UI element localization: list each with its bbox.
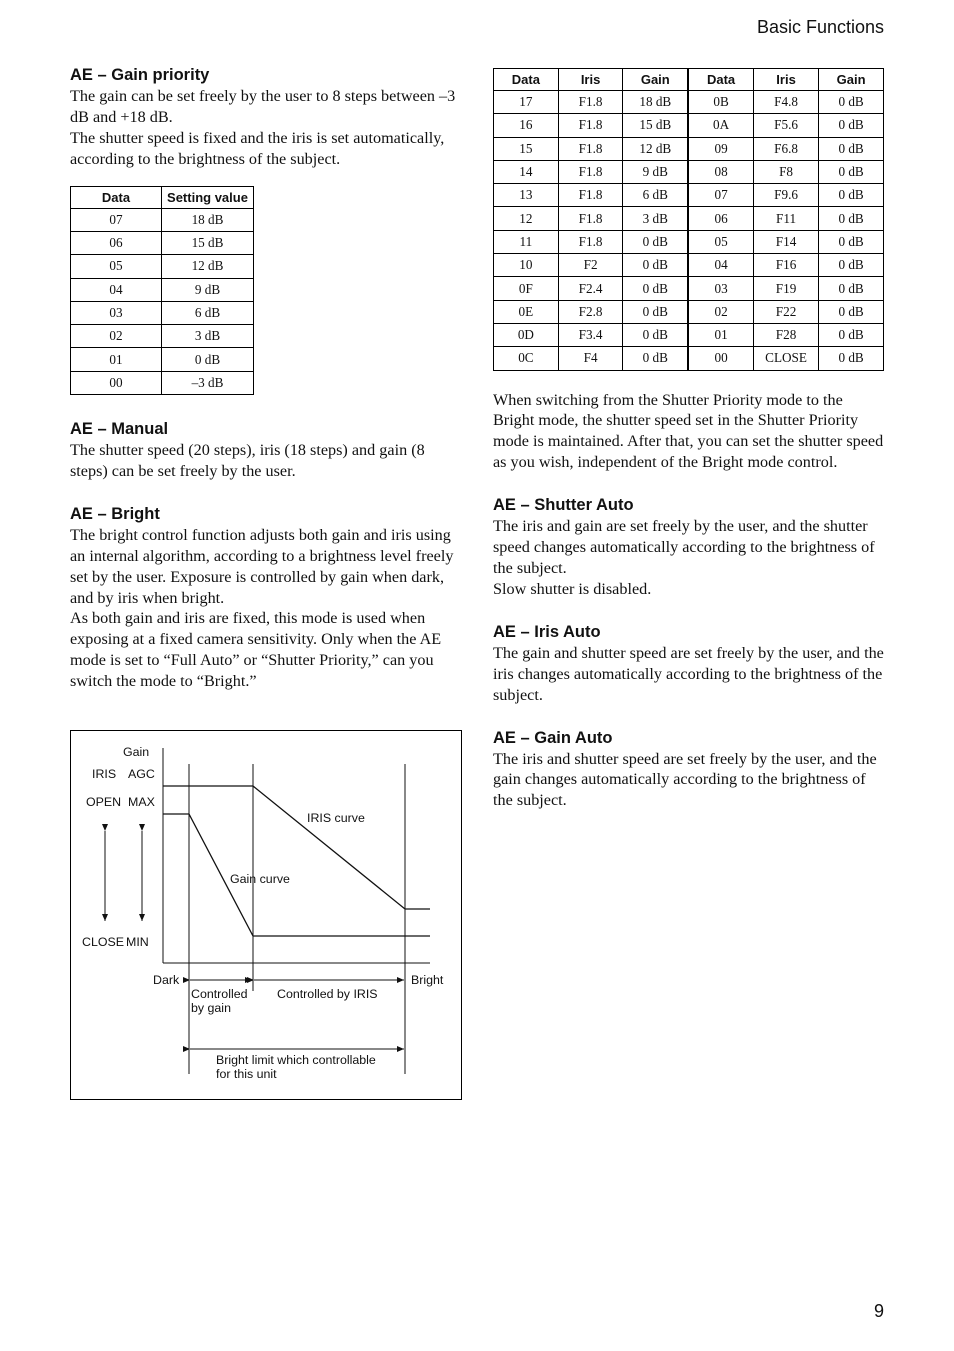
column-header: Iris bbox=[558, 69, 623, 91]
table-row bbox=[71, 325, 254, 348]
section-manual bbox=[70, 418, 462, 482]
table-cell: 0 dB bbox=[819, 207, 884, 230]
iris-gain-table bbox=[493, 68, 884, 371]
section-bright-note bbox=[493, 390, 885, 474]
table-cell: 02 bbox=[71, 325, 162, 348]
table-cell: 01 bbox=[688, 323, 753, 346]
table-cell: F4 bbox=[558, 347, 623, 370]
label-bright: Bright bbox=[411, 973, 444, 987]
table-cell: 02 bbox=[688, 300, 753, 323]
bright-note-text: When switching from the Shutter Priority mode to the Bright mode, the shutter speed set in the Shutter Priority mode is maintained. After that, you can set the shutter speed as you wish, independent of the Bright mode control. bbox=[493, 390, 884, 472]
table-cell: 06 bbox=[688, 207, 753, 230]
label-open: OPEN bbox=[86, 795, 122, 809]
table-cell: 9 dB bbox=[162, 278, 254, 301]
table-cell: 18 dB bbox=[623, 91, 688, 114]
table-cell: 0 dB bbox=[623, 347, 688, 370]
table-cell: F9.6 bbox=[753, 184, 818, 207]
table-cell: F1.8 bbox=[558, 160, 623, 183]
table-cell: F28 bbox=[753, 323, 818, 346]
table-cell: 11 bbox=[494, 230, 559, 253]
section-bright bbox=[70, 503, 462, 692]
left-column bbox=[70, 64, 462, 692]
table-row bbox=[71, 208, 254, 231]
table-cell: F19 bbox=[753, 277, 818, 300]
table-cell: F1.8 bbox=[558, 207, 623, 230]
table-cell: 3 dB bbox=[623, 207, 688, 230]
table-row bbox=[494, 160, 884, 183]
label-iris-curve: IRIS curve bbox=[307, 811, 365, 825]
table-cell: 17 bbox=[494, 91, 559, 114]
section-gain-priority bbox=[70, 64, 462, 395]
label-controlled-by-gain-1: Controlled bbox=[191, 987, 248, 1001]
label-close: CLOSE bbox=[82, 935, 125, 949]
table-cell: F1.8 bbox=[558, 91, 623, 114]
label-min: MIN bbox=[126, 935, 149, 949]
table-row bbox=[494, 323, 884, 346]
table-row bbox=[494, 207, 884, 230]
heading-iris-auto: AE – Iris Auto bbox=[493, 622, 601, 641]
header-title: Basic Functions bbox=[756, 17, 884, 37]
bright-control-diagram bbox=[70, 730, 462, 1100]
gain-setting-table bbox=[70, 186, 254, 395]
table-cell: 0D bbox=[494, 323, 559, 346]
table-cell: 0 dB bbox=[623, 300, 688, 323]
table-cell: F3.4 bbox=[558, 323, 623, 346]
gain-priority-text-2: The shutter speed is fixed and the iris is set automatically, according to the brightness of the subject. bbox=[70, 128, 445, 168]
label-bright-limit-1: Bright limit which controllable bbox=[216, 1053, 376, 1067]
table-row bbox=[494, 91, 884, 114]
table-cell: 0 dB bbox=[623, 230, 688, 253]
column-header: Data bbox=[494, 69, 559, 91]
table-row bbox=[494, 184, 884, 207]
table-cell: 13 bbox=[494, 184, 559, 207]
table-cell: F1.8 bbox=[558, 114, 623, 137]
table-cell: –3 dB bbox=[162, 371, 254, 394]
table-cell: 6 dB bbox=[162, 301, 254, 324]
table-cell: 15 bbox=[494, 137, 559, 160]
table-cell: 16 bbox=[494, 114, 559, 137]
table-cell: 00 bbox=[688, 347, 753, 370]
label-agc: AGC bbox=[128, 767, 155, 781]
label-iris: IRIS bbox=[92, 767, 117, 781]
table-cell: 12 bbox=[494, 207, 559, 230]
table-cell: 0B bbox=[688, 91, 753, 114]
column-header: Setting value bbox=[162, 186, 254, 208]
table-cell: F2 bbox=[558, 254, 623, 277]
table-cell: 0 dB bbox=[819, 323, 884, 346]
table-row bbox=[494, 277, 884, 300]
table-cell: 0 dB bbox=[819, 277, 884, 300]
table-cell: F2.4 bbox=[558, 277, 623, 300]
table-cell: 10 bbox=[494, 254, 559, 277]
table-cell: 00 bbox=[71, 371, 162, 394]
label-controlled-by-gain-2: by gain bbox=[191, 1001, 231, 1015]
heading-gain-priority: AE – Gain priority bbox=[70, 66, 210, 84]
table-cell: 0F bbox=[494, 277, 559, 300]
column-header: Gain bbox=[623, 69, 688, 91]
table-cell: 9 dB bbox=[623, 160, 688, 183]
table-cell: 07 bbox=[71, 208, 162, 231]
table-header-row bbox=[494, 69, 884, 91]
table-row bbox=[71, 231, 254, 254]
table-cell: F2.8 bbox=[558, 300, 623, 323]
table-cell: CLOSE bbox=[753, 347, 818, 370]
table-cell: F1.8 bbox=[558, 230, 623, 253]
table-cell: 01 bbox=[71, 348, 162, 371]
column-header: Data bbox=[688, 69, 753, 91]
iris-auto-text: The gain and shutter speed are set freely by the user, and the iris changes automatically according to the brightness of the subject. bbox=[493, 643, 884, 704]
table-row bbox=[494, 114, 884, 137]
table-cell: 15 dB bbox=[162, 231, 254, 254]
table-cell: F6.8 bbox=[753, 137, 818, 160]
table-cell: 04 bbox=[71, 278, 162, 301]
table-cell: F8 bbox=[753, 160, 818, 183]
gain-auto-text: The iris and shutter speed are set freely by the user, and the gain changes automatically according to the brightness of the subject. bbox=[493, 749, 877, 810]
table-header-row bbox=[71, 186, 254, 208]
table-cell: 05 bbox=[688, 230, 753, 253]
heading-manual: AE – Manual bbox=[70, 420, 169, 438]
label-gain-curve: Gain curve bbox=[230, 872, 290, 886]
table-cell: 06 bbox=[71, 231, 162, 254]
label-dark: Dark bbox=[153, 973, 180, 987]
table-row bbox=[494, 137, 884, 160]
table-cell: F22 bbox=[753, 300, 818, 323]
table-row bbox=[71, 371, 254, 394]
section-gain-auto bbox=[493, 727, 885, 812]
label-max: MAX bbox=[128, 795, 155, 809]
bright-text-2: As both gain and iris are fixed, this mode is used when exposing at a fixed camera sensitivity. Only when the AE mode is set to “Full Auto” or “Shutter Priority,” can you switch the mode to “Bright.” bbox=[70, 609, 442, 691]
table-cell: 0 dB bbox=[819, 347, 884, 370]
table-cell: 12 dB bbox=[623, 137, 688, 160]
shutter-auto-text-2: Slow shutter is disabled. bbox=[493, 579, 652, 598]
iris-curve bbox=[163, 786, 430, 909]
column-header: Iris bbox=[753, 69, 818, 91]
table-cell: 0C bbox=[494, 347, 559, 370]
manual-text: The shutter speed (20 steps), iris (18 steps) and gain (8 steps) can be set freely by the user. bbox=[70, 441, 425, 480]
table-row bbox=[494, 300, 884, 323]
table-cell: F11 bbox=[753, 207, 818, 230]
gain-curve bbox=[163, 814, 430, 936]
table-row bbox=[71, 278, 254, 301]
heading-gain-auto: AE – Gain Auto bbox=[493, 728, 613, 747]
table-row bbox=[494, 254, 884, 277]
label-gain: Gain bbox=[123, 745, 150, 759]
table-cell: 0 dB bbox=[819, 300, 884, 323]
table-cell: F1.8 bbox=[558, 137, 623, 160]
section-iris-auto bbox=[493, 621, 885, 706]
table-cell: 03 bbox=[71, 301, 162, 324]
heading-shutter-auto: AE – Shutter Auto bbox=[493, 496, 634, 515]
table-cell: F5.6 bbox=[753, 114, 818, 137]
table-cell: F16 bbox=[753, 254, 818, 277]
table-row bbox=[494, 230, 884, 253]
shutter-auto-text-1: The iris and gain are set freely by the user, and the shutter speed changes automatically according to the brightness of the subject. bbox=[493, 517, 875, 577]
bright-text-1: The bright control function adjusts both gain and iris using an internal algorithm, according to a brightness level freely set by the user. Exposure is controlled by gain when dark, and by iris when bright. bbox=[70, 525, 454, 607]
table-cell: 0 dB bbox=[819, 254, 884, 277]
table-cell: 09 bbox=[688, 137, 753, 160]
table-cell: 0 dB bbox=[623, 323, 688, 346]
table-cell: 0 dB bbox=[819, 137, 884, 160]
table-cell: 04 bbox=[688, 254, 753, 277]
heading-bright: AE – Bright bbox=[70, 504, 160, 523]
table-cell: 18 dB bbox=[162, 208, 254, 231]
right-column bbox=[493, 68, 885, 811]
table-cell: 0E bbox=[494, 300, 559, 323]
table-cell: 0A bbox=[688, 114, 753, 137]
section-shutter-auto bbox=[493, 494, 885, 600]
table-cell: 0 dB bbox=[819, 91, 884, 114]
table-cell: 03 bbox=[688, 277, 753, 300]
table-cell: 12 dB bbox=[162, 255, 254, 278]
column-header: Data bbox=[71, 186, 162, 208]
table-row bbox=[71, 348, 254, 371]
table-cell: 0 dB bbox=[819, 184, 884, 207]
column-header: Gain bbox=[819, 69, 884, 91]
table-cell: 0 dB bbox=[819, 160, 884, 183]
table-cell: 3 dB bbox=[162, 325, 254, 348]
table-cell: 0 dB bbox=[623, 254, 688, 277]
label-bright-limit-2: for this unit bbox=[216, 1067, 277, 1081]
table-cell: 0 dB bbox=[819, 230, 884, 253]
table-cell: 0 dB bbox=[623, 277, 688, 300]
table-row bbox=[71, 301, 254, 324]
table-row bbox=[494, 347, 884, 370]
diagram-svg bbox=[71, 731, 461, 1099]
label-controlled-by-iris: Controlled by IRIS bbox=[277, 987, 378, 1001]
table-cell: 15 dB bbox=[623, 114, 688, 137]
table-cell: 0 dB bbox=[819, 114, 884, 137]
table-cell: 07 bbox=[688, 184, 753, 207]
table-cell: 14 bbox=[494, 160, 559, 183]
gain-priority-text-1: The gain can be set freely by the user to 8 steps between –3 dB and +18 dB. bbox=[70, 87, 456, 126]
table-cell: 6 dB bbox=[623, 184, 688, 207]
table-cell: 08 bbox=[688, 160, 753, 183]
table-cell: F14 bbox=[753, 230, 818, 253]
table-cell: 0 dB bbox=[162, 348, 254, 371]
table-cell: F1.8 bbox=[558, 184, 623, 207]
table-cell: F4.8 bbox=[753, 91, 818, 114]
table-row bbox=[71, 255, 254, 278]
page-number: 9 bbox=[873, 1301, 884, 1321]
table-cell: 05 bbox=[71, 255, 162, 278]
